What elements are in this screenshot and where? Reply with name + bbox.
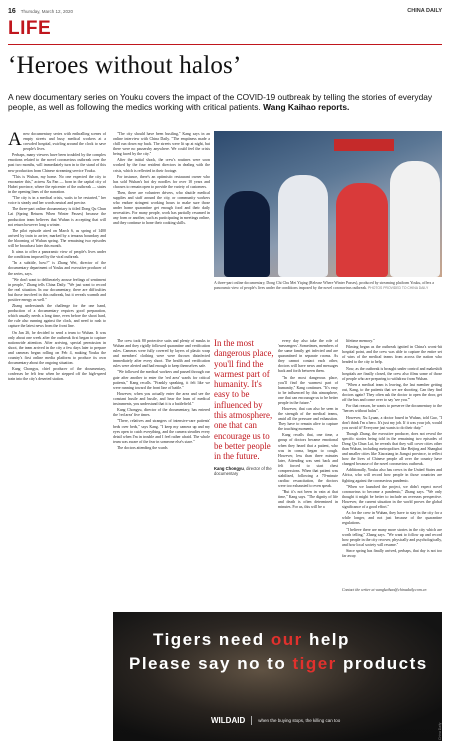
caption-text: A three-part online documentary, Dong Chi Chu Mei Yiqing (Release Where Winter Passes), produced by streaming platform Youku, offers a panoramic view of people's lives under the conditions imposed by the novel coronavirus outbreak. xyxy=(214,281,434,290)
paragraph: new documentary series with enthralling scenes of empty streets and busy medical workers at a crowded hospital, swirling around the clock to save people's lives. xyxy=(23,131,106,152)
paragraph: Kang Chongyu, director of the documentary, has entered the 'red area' five times. xyxy=(113,407,210,418)
paragraph: "When a medical team is leaving, the last member getting out, Kang, to the patients that we are shooting. Can they find doctors again? They often ask the doctor to open the door, get off the bus and come over to say 'see you.'" xyxy=(342,381,442,403)
paragraph: The three-part online documentary is titled Dong Qu Chun Lai (Spring Returns When Winter Passes) because the production team believes that Wuhan is accepting that will not return however long a winter. xyxy=(8,206,106,227)
headline: ‘Heroes without halos’ xyxy=(8,52,242,79)
deck-text: A new documentary series on Youku covers the impact of the COVID-19 outbreak by telling the stories of everyday people, as well as following the medics working with critical patients. xyxy=(8,92,433,113)
paragraph: The pilot episode aired on March 6, as spring of 1400 arrived by train to arrive, marked by a tenuous boundary and the blooming of Wuhan spring. The remaining two episodes will be broadcast later this month. xyxy=(8,227,106,248)
paragraph: "The city should have been bustling," Kang says in an online interview with China Daily. "The emptiness made a chill run down my back. The streets were lit up at night, but there were no passersby anywhere. We could feel the crisis being faced by the city." xyxy=(113,131,210,157)
issue-date: Thursday, March 12, 2020 xyxy=(20,8,73,14)
paragraph: every day also take the role of 'messengers'. Sometimes, members of the same family get infected and are quarantined in separate rooms. As they cannot contact each other, doctors will have news and messages back and forth between them. xyxy=(278,338,338,374)
contact-label: Contact the writer at xyxy=(342,588,375,592)
paragraph: As for the crew in Wuhan, they have to stay in the city for a while longer, and not just because of the quarantine regulations. xyxy=(342,510,442,526)
paragraph: Then, there are volunteer drivers, who shuttle medical supplies and staff around the city, or community workers who endure stringent working hours to make sure those under home quarantine get enough food and their daily necessities. For many people, work has partially resumed in any form or another, such as participating in meetings online, and they continue to hone their cooking skills. xyxy=(113,190,210,226)
photo-caption xyxy=(214,281,442,291)
paragraph: lifetime memory." xyxy=(346,338,375,343)
pull-quote-attribution: Kang Chongyu, director of the documentary xyxy=(214,465,272,476)
attribution-name: Kang Chongyu xyxy=(214,465,244,471)
side-credit: China Daily xyxy=(438,722,442,740)
paragraph: For that reason, he wants to preserve the documentary to the "heroes without halos". xyxy=(342,403,442,414)
paragraph: The doctors attending the wards xyxy=(117,444,168,450)
pull-quote-text: In the most dangerous place, you'll find the warmest part of humanity. It's easy to be influenced by this atmosphere, one that can encourage us to be better people in the future. xyxy=(214,338,274,462)
paragraph: "The city is in a medical crisis, waits to be restarted," her voice is steady and her words neutral and precise. xyxy=(8,195,106,206)
section-title: LIFE xyxy=(8,18,52,39)
paragraph: Zhang understands the challenge for the one hand, production of a documentary requires good preparation, which usually needs a long time, even before the shoot hard, the rule also running against the clock, and need to rush to capture the latest news from the front line. xyxy=(8,303,106,329)
pull-quote xyxy=(214,338,274,476)
paragraph: Though Zhang, the executive producer, does not reveal the specific stories being told in the remaining two episodes of Dong Qu Chun Lai, he reveals that they will cover cities other than Wuhan, including metropolises like Beijing and Shanghai and smaller cities like Xiaoxiang in Jiangxi province, to reflect how the lives of Chinese people all over the country have changed because of the novel coronavirus outbreak. xyxy=(342,430,442,467)
paragraph: Since spring has finally arrived, perhaps, that day is not too far away. xyxy=(342,547,442,558)
attribution-role: director of the documentary xyxy=(214,465,272,476)
paragraph: "I believe there are many more stories in the city which are worth telling," Zhang says. "We want to follow up and record how people in the city recover, physically and psychologically, and how local society will resume." xyxy=(342,526,442,547)
section-rule xyxy=(8,44,442,45)
ad-tagline: when the buying stops, the killing can too xyxy=(258,718,341,723)
paragraph: On Jan 26, he decided to send a team to Wuhan. It was only about one week after the outbreak first began to capture nationwide attention. After arriving, special permission in shoot, the team arrived in the city a few days later to prepare and cameras began rolling on Feb 4, making Youku the country's first online media platform to produce its own documentary about the ongoing situation. xyxy=(8,329,106,365)
deck xyxy=(8,92,438,112)
paragraph: Kang Chongyu, chief producer of the documentary, confesses he felt fear when he stepped off the high-speed train into the city's deserted station. xyxy=(8,366,106,382)
body-column-2 xyxy=(113,131,210,331)
paragraph: "But it's not been in vain at that time," Kang says. "The dignity of life and death is often determined in minutes. For us, this will be a xyxy=(278,489,338,510)
paragraph: "When we launched the project, we didn't expect novel coronavirus to become a pandemic," Zhang says. "We only thought it might be better to include an overseas perspective. However, the current situation in the world proves the global significance of a good effort." xyxy=(342,483,442,509)
ad-line-1: Tigers need our help xyxy=(153,630,350,649)
writer-contact xyxy=(342,588,442,593)
paragraph: "There, relatives and strangers of intensive-care patients' beds over beds," says Kang. "I keep my camera up and my eyes open to catch everything, and the camera steadies every detail when I'm in trouble and I feel rather afraid. The whole team was aware of the fear in someone else's stare." xyxy=(113,418,210,444)
paragraph: Filming began as the outbreak ignited in China's worst-hit hospital point, and the crew was able to capture the entire set of wins of the medical teams from across the nation who headed to the city to help. xyxy=(342,344,442,365)
wildaid-logo: WILDAID xyxy=(211,716,252,725)
paragraph: However, that can also be seen in the strength of the medical teams, amid all the pressure and exhaustion. They have to remain alive to capture the touching moments. xyxy=(278,405,338,432)
paragraph: Additionally, Youku also has crews in the United States and Africa, who will record how people in those countries are fighting against the coronavirus pandemic. xyxy=(342,467,442,483)
body-column-1 xyxy=(8,131,106,711)
lead-photo xyxy=(214,131,442,277)
ad-line-2: Please say no to tiger products xyxy=(129,654,428,673)
paragraph: Kang recalls that, one time, a group of doctors became emotional when they heard that a patient, who was in coma, began to cough. However, less than three minutes later, Attending was sent back and felt forced to start chest compressions. When that patient was stabilized, following a 70-minute cardiac resuscitation, the doctors were too exhausted to even speak. xyxy=(278,432,338,488)
paragraph: After the initial shock, the crew's routines were soon worked by the four resident directors in dealing with the crisis, which is reflected in their footage. xyxy=(113,157,210,173)
ad-brand xyxy=(211,716,340,725)
body-column-5 xyxy=(342,338,442,586)
paragraph: "We don't want to deliberately arouse feelings of sentiment in people," Zhang tells China Daily. "We just want to record the real situation. In our documentary, there are difficulties but those involved in this outbreak, but it reveals warmth and positive energy as well." xyxy=(8,276,106,302)
byline: Wang Kaihao reports. xyxy=(263,102,350,113)
paragraph: However, when you actually enter the area and see the constant hustle and bustle, and hear the hum of medical instruments, you understand that it is a battlefield." xyxy=(113,390,210,406)
paragraph: Now, as the outbreak is brought under control and makeshift hospitals are finally closed, the crew also films some of those of people who are preparing to withdraw from Wuhan. xyxy=(342,365,442,381)
paragraph: "We followed the medical workers and passed through our gate after another to enter the 'red area' wards for critical patients," Kang recalls. "Frankly speaking, it felt like we were running toward the front line of battle." xyxy=(113,369,210,390)
drop-cap: A xyxy=(8,131,22,150)
page-number: 16 xyxy=(8,7,16,15)
contact-email: wangkaihao@chinadaily.com.cn xyxy=(375,588,427,592)
advertisement xyxy=(113,612,442,741)
masthead: CHINA DAILY xyxy=(407,8,442,14)
folio xyxy=(8,6,442,16)
paragraph: It aims to offer a panoramic view of people's lives under the conditions imposed by the viral outbreak. xyxy=(8,249,106,260)
paragraph: Perhaps, many viewers have been troubled by the complex emotions related to the novel coronavirus outbreak over the past two months, will immediately turn in to the stand of this new production from Chinese streaming service Youku. xyxy=(8,152,106,173)
paragraph: The crew took 80 protective suits and plenty of masks to Wuhan and they rigidly followed quarantine and verification rules. Cameras were fully covered by layers of plastic wrap and members' clothing were were thrown disinfected immediately after every shoot. The health and verification rules were alerted and had enough to keep themselves safe. xyxy=(113,338,210,369)
paragraph: For instance, there's an optimistic restaurant owner who has sold Wuhan's hot dry noodles for over 10 years and chooses to remain open to provide the variety of customers. xyxy=(113,173,210,189)
paragraph: "In the most dangerous place, you'll find the warmest part of humanity," Kang continues. "It's easy to be influenced by this atmosphere, one that can encourage us to be better people in the future." xyxy=(278,374,338,405)
photo-credit: PHOTOS PROVIDED TO CHINA DAILY xyxy=(368,286,429,290)
paragraph: "This is Wuhan, my home. No one expected the city to encounter this," actress Xu Fan — born in the capital city of Hubei province, where the epicenter of the outbreak — states in the opening lines of the narration. xyxy=(8,173,106,194)
paragraph: "In a subtitle, how?" is Zhang Wei, director of the documentary department of Youku and executive producer of the series, says. xyxy=(8,260,106,276)
paragraph: However, Xu Lyuan, a doctor based in Wuhan, told Guo, "I don't think I'm a hero. It's just my job. If it was your job, would you avoid it? Everyone just wants to do their duty." xyxy=(342,414,442,430)
